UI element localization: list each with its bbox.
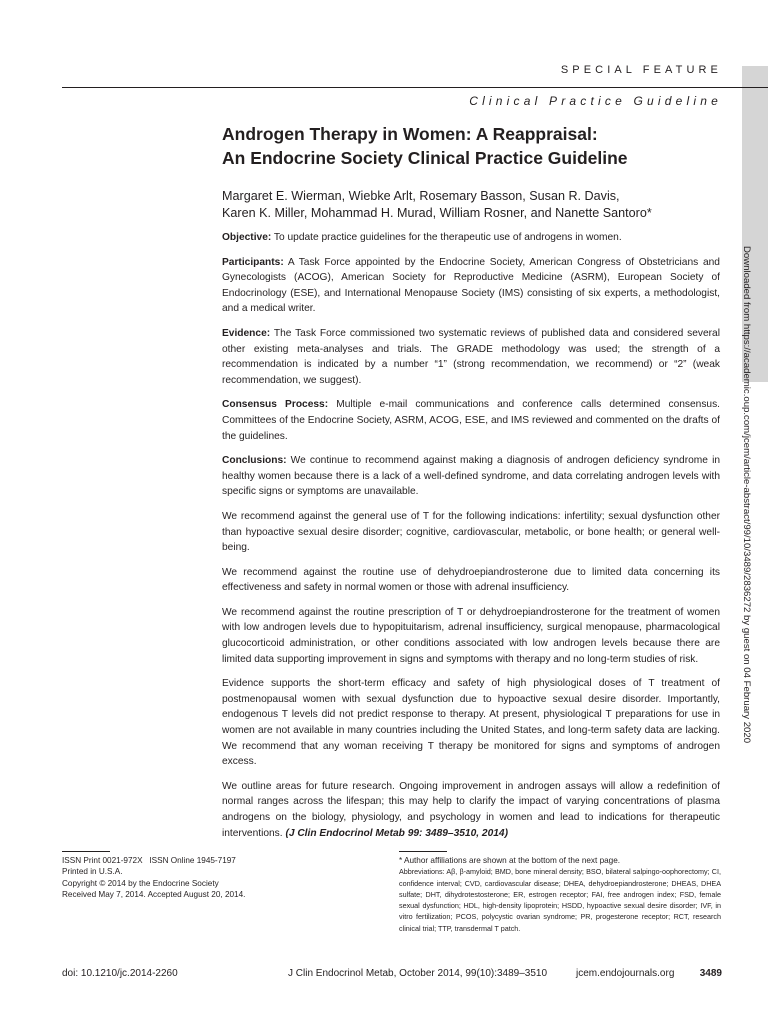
participants-text: A Task Force appointed by the Endocrine Society, American Congress of Obstetricians and Gynecologists (ACOG), American Society for Reproductive Medicine (ASRM), European Society of Endocrinology (ESE), and International Menopause Society (IMS) consisting of six experts, a methodologist, and a medical writer. bbox=[222, 256, 720, 315]
abstract bbox=[222, 230, 720, 850]
footer-doi[interactable]: doi: 10.1210/jc.2014-2260 bbox=[62, 968, 178, 979]
article-title bbox=[222, 122, 722, 170]
footnotes bbox=[399, 855, 721, 934]
abbreviations-note: Abbreviations: Aβ, β-amyloid; BMD, bone mineral density; BSO, bilateral salpingo-oophorectomy; CI, confidence interval; CVD, cardiovascular disease; DHEA, dehydroepiandrosterone; DHEAS, DHEA sulfate; DHT, dihydrotestosterone; ER, estrogen receptor; FAI, free androgen index; FSD, female sexual dysfunction; HDL, high-density lipoprotein; HSDD, hypoactive sexual desire disorder; IVF, in vitro fertilization; PCOS, polycystic ovarian syndrome; PR, progesterone receptor; RCT, research clinical trial; TTP, transdermal T patch. bbox=[399, 867, 721, 933]
authors-line-2: Karen K. Miller, Mohammad H. Murad, William Rosner, and Nanette Santoro* bbox=[222, 206, 652, 220]
copyright-line: Copyright © 2014 by the Endocrine Society bbox=[62, 878, 219, 888]
participants-label: Participants: bbox=[222, 256, 284, 268]
footnote-rule-left bbox=[62, 851, 110, 852]
abstract-evidence-supports: Evidence supports the short-term efficacy and safety of high physiological doses of T treatment of postmenopausal women with sexual dysfunction due to hypoactive sexual desire disorder. Importantly, endogenous T levels did not predict response to therapy. At present, physiological T preparations for use in women are not available in many countries including the United States, and long-term safety data are lacking. We recommend that any woman receiving T therapy be monitored for signs and symptoms of androgen excess. bbox=[222, 678, 720, 768]
objective-text: To update practice guidelines for the therapeutic use of androgens in women. bbox=[273, 232, 622, 243]
abstract-evidence bbox=[222, 326, 720, 388]
abstract-future-research bbox=[222, 779, 720, 841]
received-line: Received May 7, 2014. Accepted August 20, 2014. bbox=[62, 889, 246, 899]
footer-journal: J Clin Endocrinol Metab, October 2014, 99(10):3489–3510 bbox=[288, 968, 548, 979]
issn-line: ISSN Print 0021-972X ISSN Online 1945-7197 bbox=[62, 856, 236, 865]
abstract-conclusions bbox=[222, 453, 720, 500]
publication-info bbox=[62, 855, 362, 900]
download-watermark: Downloaded from https://academic.oup.com/jcem/article-abstract/99/10/3489/2836272 by guest on 04 February 2020 bbox=[741, 246, 752, 744]
title-line-2: An Endocrine Society Clinical Practice Guideline bbox=[222, 148, 628, 168]
section-label: SPECIAL FEATURE bbox=[560, 64, 722, 76]
journal-citation: (J Clin Endocrinol Metab 99: 3489–3510, 2014) bbox=[285, 827, 508, 839]
header-rule bbox=[62, 87, 768, 88]
abstract-dhea: We recommend against the routine use of dehydroepiandrosterone due to limited data concerning its effectiveness and safety in normal women or those with adrenal insufficiency. bbox=[222, 566, 720, 594]
conclusions-text: We continue to recommend against making a diagnosis of androgen deficiency syndrome in healthy women because there is a lack of a well-defined syndrome, and data correlating androgen levels with specific signs or symptoms are unavailable. bbox=[222, 455, 720, 498]
abstract-participants bbox=[222, 255, 720, 317]
abstract-general-use: We recommend against the general use of T for the following indications: infertility; sexual dysfunction other than hypoactive sexual desire disorder; cognitive, cardiovascular, metabolic, or bone health; or general well-being. bbox=[222, 510, 720, 554]
future-research-text: We outline areas for future research. Ongoing improvement in androgen assays will allow a redefinition of normal ranges across the lifespan; this may help to clarify the impact of varying concentrations of plasma androgens on the biology, physiology, and psychology in women and lead to indications for therapeutic interventions. bbox=[222, 780, 720, 839]
author-list bbox=[222, 188, 722, 222]
objective-label: Objective: bbox=[222, 232, 272, 243]
abstract-objective bbox=[222, 230, 720, 246]
printed-line: Printed in U.S.A. bbox=[62, 867, 123, 877]
evidence-text: The Task Force commissioned two systematic reviews of published data and considered several other existing meta-analyses and trials. The GRADE methodology was used; the strength of a recommendation is indicated by a number “1” (strong recommendation, we recommend) or “2” (weak recommendation, we suggest). bbox=[222, 327, 720, 386]
consensus-text: Multiple e-mail communications and conference calls determined consensus. Committees of the Endocrine Society, ASRM, ACOG, ESE, and IMS reviewed and commented on the drafts of the guidelines. bbox=[222, 399, 721, 442]
abstract-consensus bbox=[222, 397, 720, 444]
affiliations-note: * Author affiliations are shown at the bottom of the next page. bbox=[399, 856, 621, 865]
page-number: 3489 bbox=[699, 968, 722, 979]
conclusions-label: Conclusions: bbox=[222, 455, 287, 467]
consensus-label: Consensus Process: bbox=[222, 399, 329, 411]
abstract-routine-prescription: We recommend against the routine prescription of T or dehydroepiandrosterone for the treatment of women with low androgen levels due to hypopituitarism, adrenal insufficiency, surgical menopause, pharmacological glucocorticoid administration, or other conditions associated with low androgen levels because there are limited data supporting improvement in signs and symptoms with therapy and no long-term studies of risk. bbox=[222, 606, 720, 665]
subsection-label: Clinical Practice Guideline bbox=[469, 94, 722, 108]
title-line-1: Androgen Therapy in Women: A Reappraisal: bbox=[222, 124, 598, 144]
footnote-rule-right bbox=[399, 851, 447, 852]
footer-url[interactable]: jcem.endojournals.org bbox=[576, 968, 675, 979]
authors-line-1: Margaret E. Wierman, Wiebke Arlt, Rosemary Basson, Susan R. Davis, bbox=[222, 189, 620, 203]
evidence-label: Evidence: bbox=[222, 327, 271, 339]
